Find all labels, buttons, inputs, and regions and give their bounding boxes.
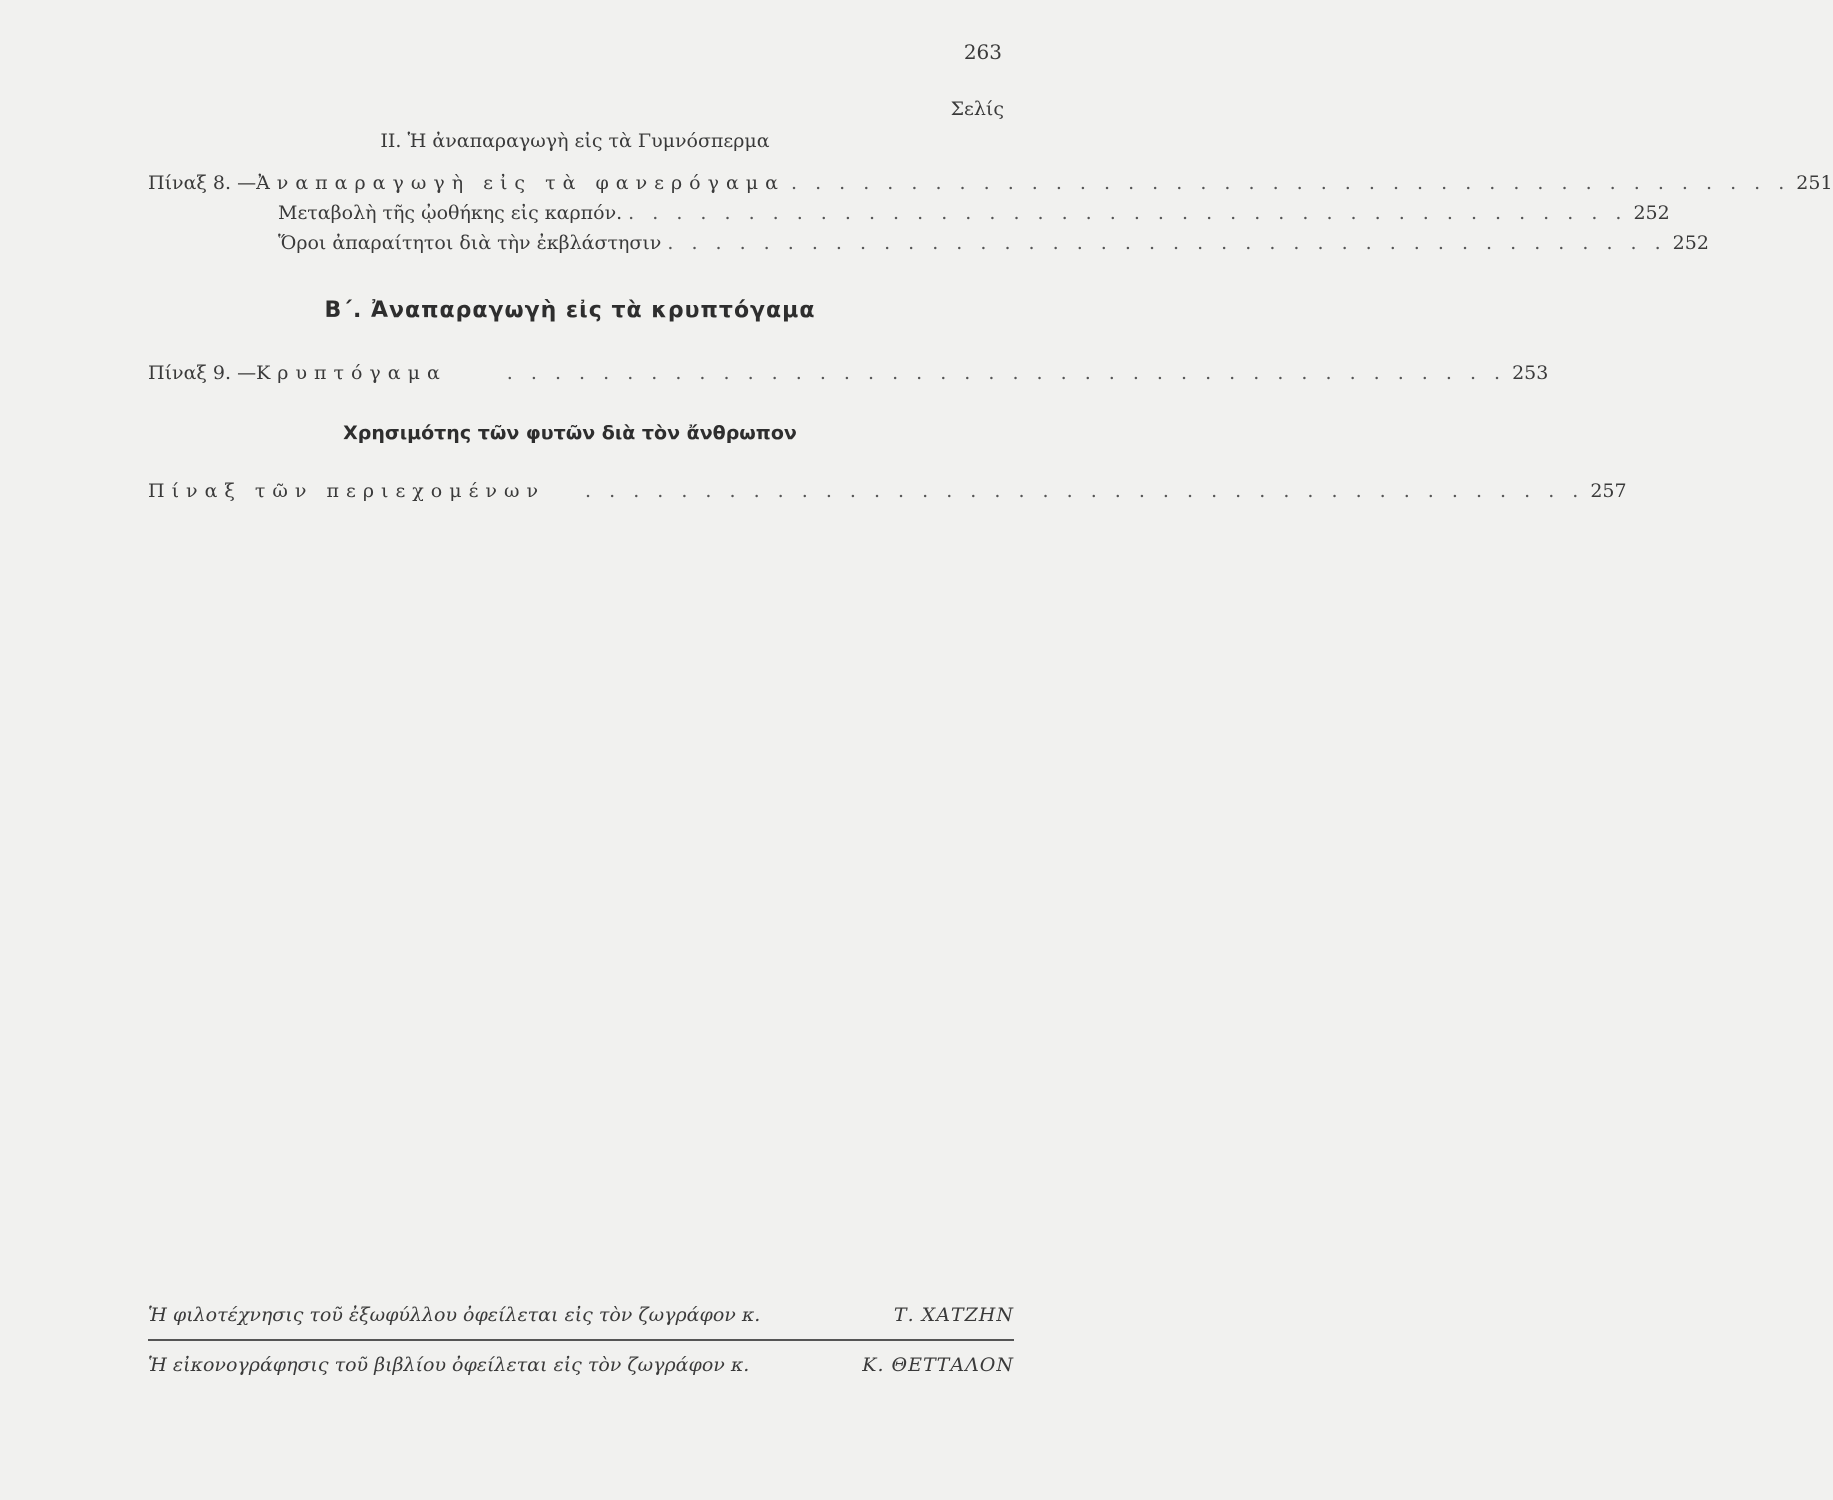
toc-entry xyxy=(148,232,1709,260)
toc-leader-dots: . . . . . . . . . . . . . . . . . . . . . . . . . . . . . . . . . . . . . . . . . . xyxy=(585,480,1585,502)
toc-entry-title: Ὅροι ἀπαραίτητοι διὰ τὴν ἐκβλάστησιν xyxy=(278,232,662,254)
toc-entry-prefix: Πίναξ 8. — xyxy=(148,172,257,194)
credit-text: Ἡ εἰκονογράφησις τοῦ βιβλίου ὀφείλεται εἰς τὸν ζωγράφον κ. xyxy=(148,1354,750,1376)
credit-artist-name: Τ. ΧΑΤΖΗΝ xyxy=(893,1304,1014,1326)
page-number: 263 xyxy=(963,40,1002,64)
toc-entry-page: 253 xyxy=(1512,362,1549,384)
toc-entry-title: Πίναξ τῶν περιεχομένων xyxy=(148,480,546,502)
toc-entry xyxy=(148,202,1670,230)
toc-leader-dots: . . . . . . . . . . . . . . . . . . . . . . . . . . . . . . . . . . . . . . . . . . xyxy=(667,232,1667,254)
part-heading: Β΄. Ἀναπαραγωγὴ εἰς τὰ κρυπτόγαμα xyxy=(324,298,816,323)
toc-entry-page: 257 xyxy=(1590,480,1627,502)
toc-entry xyxy=(148,480,1627,508)
toc-entry xyxy=(148,362,1549,390)
toc-entry-title: Ἀναπαραγωγὴ εἰς τὰ φανερόγαμα xyxy=(256,172,785,194)
column-header-page: Σελίς xyxy=(950,98,1004,120)
credit-artist-name: Κ. ΘΕΤΤΑΛΟΝ xyxy=(862,1354,1014,1376)
toc-leader-dots: . . . . . . . . . . . . . . . . . . . . . . . . . . . . . . . . . . . . . . . . . . xyxy=(790,172,1791,194)
toc-leader-dots: . . . . . . . . . . . . . . . . . . . . . . . . . . . . . . . . . . . . . . . . . . xyxy=(506,362,1507,384)
credit-text: Ἡ φιλοτέχνησις τοῦ ἐξωφύλλου ὀφείλεται εἰς τὸν ζωγράφον κ. xyxy=(148,1304,761,1326)
toc-entry-title: Κρυπτόγαμα xyxy=(256,362,447,384)
toc-entry xyxy=(148,172,1833,200)
divider-rule xyxy=(148,1339,1014,1341)
section-heading: ΙΙ. Ἡ ἀναπαραγωγὴ εἰς τὰ Γυμνόσπερμα xyxy=(380,130,770,152)
toc-leader-dots: . . . . . . . . . . . . . . . . . . . . . . . . . . . . . . . . . . . . . . . . . . xyxy=(628,202,1628,224)
sub-heading: Χρησιμότης τῶν φυτῶν διὰ τὸν ἄνθρωπον xyxy=(343,422,797,444)
credit-line-cover xyxy=(148,1304,1014,1326)
toc-entry-title: Μεταβολὴ τῆς ᾠοθήκης εἰς καρπόν. xyxy=(278,202,623,224)
toc-entry-page: 252 xyxy=(1672,232,1709,254)
toc-entry-prefix: Πίναξ 9. — xyxy=(148,362,257,384)
toc-entry-page: 251 xyxy=(1796,172,1833,194)
toc-entry-page: 252 xyxy=(1633,202,1670,224)
credit-line-illustrations xyxy=(148,1354,1014,1376)
